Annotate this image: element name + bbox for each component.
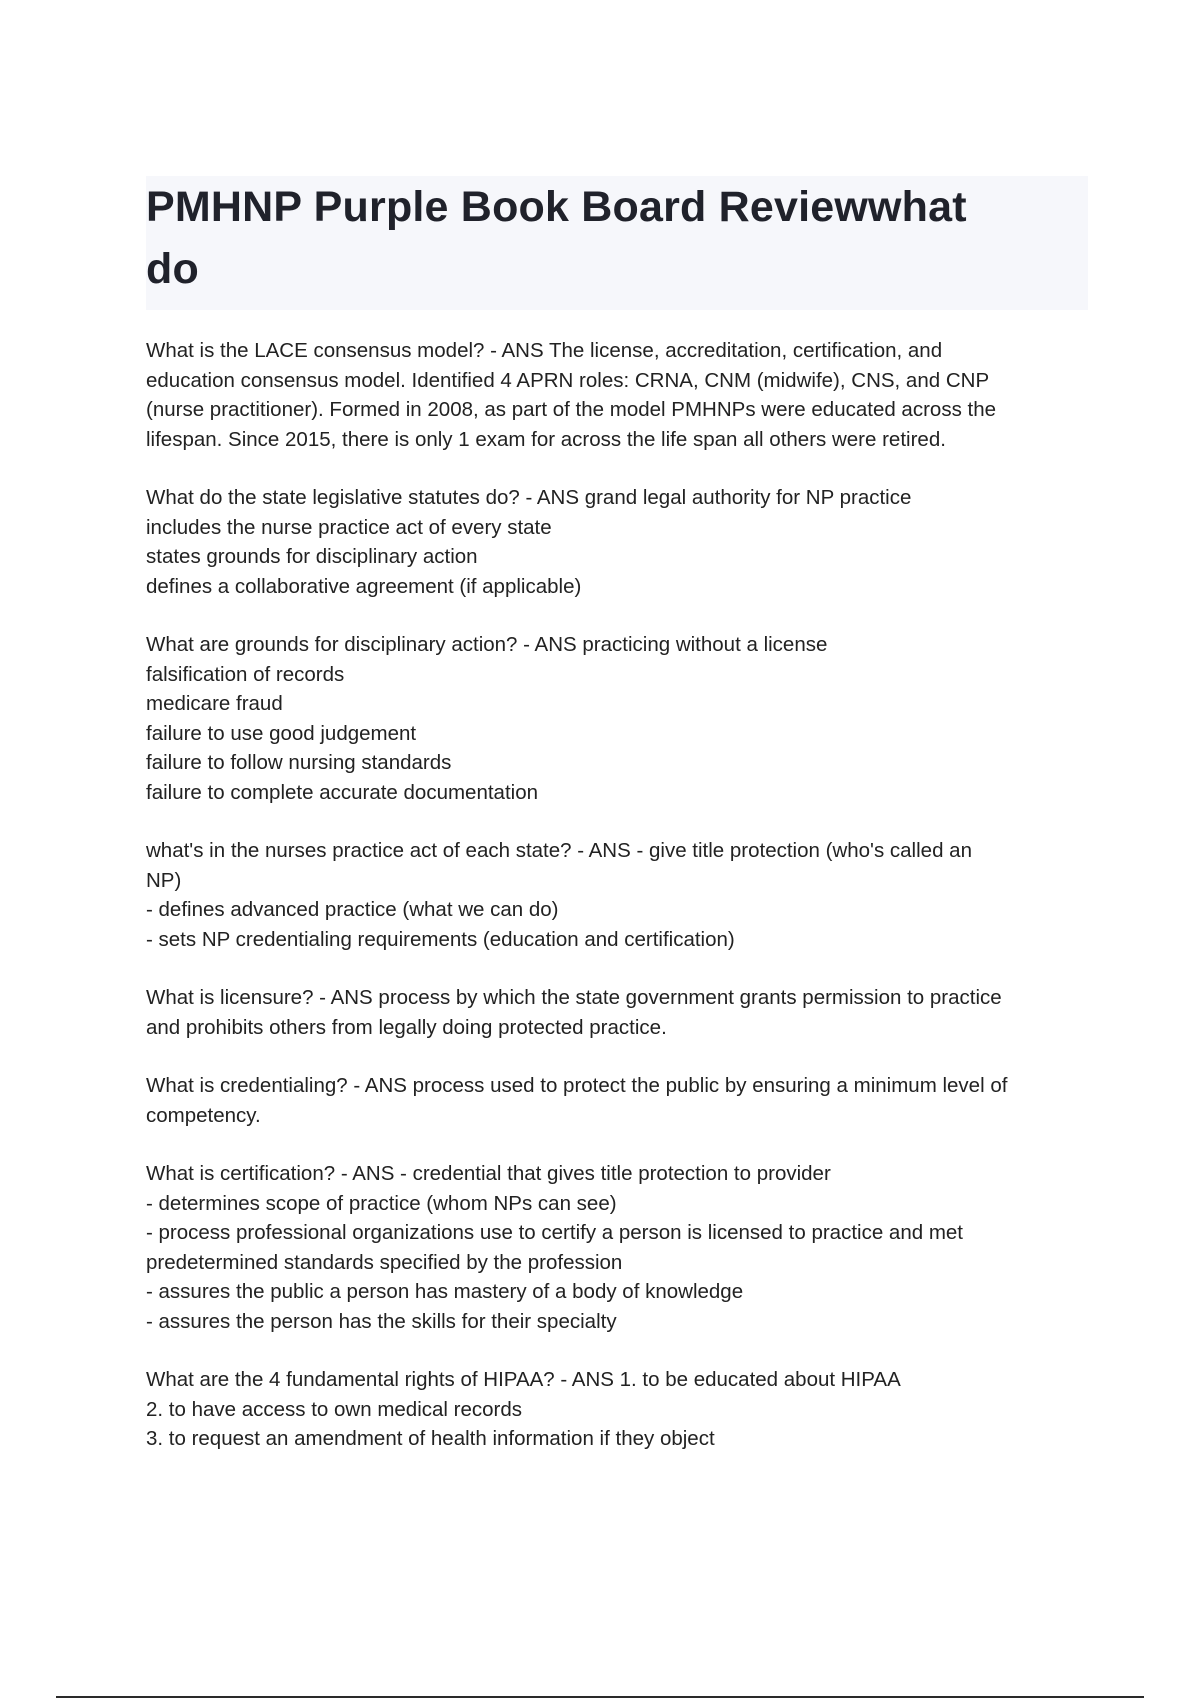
- page-title: [146, 176, 1066, 300]
- text-line: competency.: [146, 1103, 261, 1127]
- text-line: - sets NP credentialing requirements (education and certification): [146, 927, 735, 951]
- text-line: What is certification? - ANS - credential that gives title protection to provider: [146, 1162, 831, 1185]
- text-line: falsification of records: [146, 662, 345, 686]
- text-line: (nurse practitioner). Formed in 2008, as part of the model PMHNPs were educated across the: [146, 398, 997, 421]
- text-line: What do the state legislative statutes do? - ANS grand legal authority for NP practice: [146, 486, 912, 509]
- title-line-2: do: [146, 245, 199, 293]
- text-line: failure to use good judgement: [146, 721, 417, 745]
- text-line: states grounds for disciplinary action: [146, 545, 478, 568]
- title-line-1: PMHNP Purple Book Board Reviewwhat: [146, 183, 967, 231]
- qa-entry-practice-act: [146, 836, 1096, 954]
- text-line: failure to complete accurate documentation: [146, 780, 539, 804]
- text-line: failure to follow nursing standards: [146, 751, 452, 774]
- text-line: What is credentialing? - ANS process used to protect the public by ensuring a minimum level of: [146, 1074, 1008, 1097]
- qa-entry-licensure: [146, 983, 1096, 1042]
- text-line: 3. to request an amendment of health information if they object: [146, 1427, 715, 1450]
- text-line: What is the LACE consensus model? - ANS The license, accreditation, certification, and: [146, 339, 943, 362]
- text-line: lifespan. Since 2015, there is only 1 exam for across the life span all others were retired.: [146, 427, 946, 451]
- qa-entry-disciplinary: [146, 630, 1096, 807]
- text-line: - assures the public a person has mastery of a body of knowledge: [146, 1280, 744, 1303]
- text-line: What is licensure? - ANS process by which the state government grants permission to practice: [146, 986, 1002, 1009]
- text-line: defines a collaborative agreement (if applicable): [146, 574, 582, 598]
- text-line: medicare fraud: [146, 692, 283, 715]
- text-line: - defines advanced practice (what we can do): [146, 898, 559, 921]
- text-line: - process professional organizations use to certify a person is licensed to practice and met: [146, 1221, 963, 1244]
- footer-divider: [56, 1696, 1144, 1698]
- text-line: includes the nurse practice act of every state: [146, 515, 552, 539]
- qa-entry-lace: [146, 336, 1096, 454]
- text-line: What are grounds for disciplinary action? - ANS practicing without a license: [146, 633, 828, 656]
- text-line: education consensus model. Identified 4 APRN roles: CRNA, CNM (midwife), CNS, and CNP: [146, 368, 990, 392]
- text-line: What are the 4 fundamental rights of HIPAA? - ANS 1. to be educated about HIPAA: [146, 1368, 901, 1391]
- qa-entry-certification: [146, 1159, 1096, 1336]
- qa-entry-hipaa: [146, 1365, 1096, 1454]
- text-line: - assures the person has the skills for their specialty: [146, 1309, 617, 1333]
- qa-list: [146, 336, 1096, 1483]
- text-line: what's in the nurses practice act of each state? - ANS - give title protection (who's called an: [146, 839, 972, 862]
- text-line: - determines scope of practice (whom NPs can see): [146, 1191, 617, 1215]
- text-line: and prohibits others from legally doing protected practice.: [146, 1015, 667, 1039]
- title-block: [146, 176, 1088, 310]
- text-line: predetermined standards specified by the profession: [146, 1250, 623, 1274]
- text-line: NP): [146, 868, 182, 892]
- text-line: 2. to have access to own medical records: [146, 1397, 523, 1421]
- qa-entry-credentialing: [146, 1071, 1096, 1130]
- qa-entry-statutes: [146, 483, 1096, 601]
